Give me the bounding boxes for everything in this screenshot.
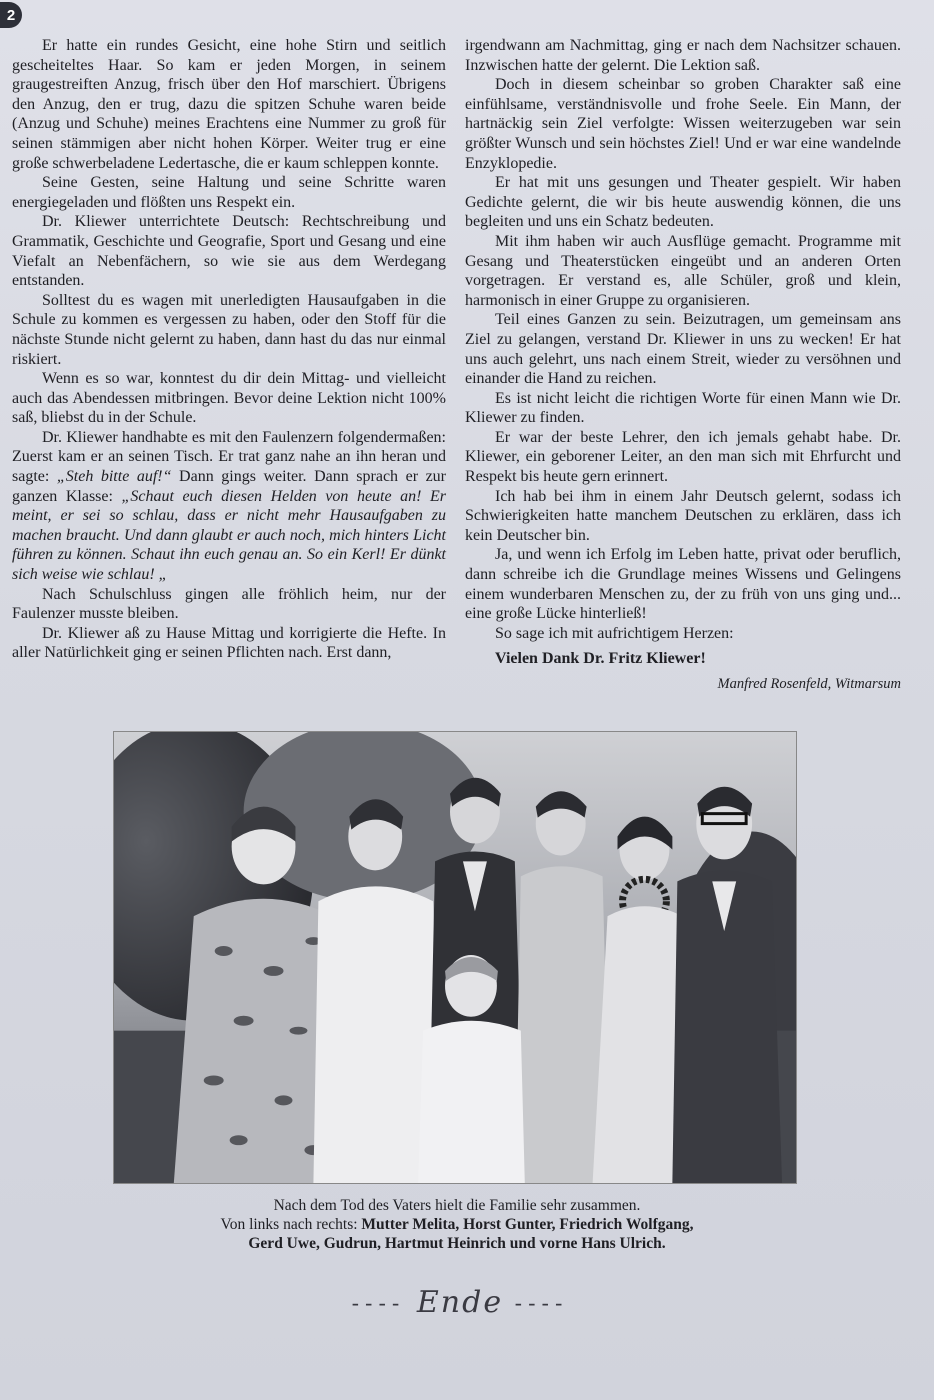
paragraph: Er hatte ein rundes Gesicht, eine hohe Stirn und seitlich gescheiteltes Haar. So kam er jeden Morgen, in seinem graugestreiften Anzug, frisch über den Hof marschiert. Übrigens den Anzug, den er trug, dazu die spitzen Schuhe waren beide (Anzug und Schuhe) meines Erachtens eine Nummer zu groß für seinen stämmigen aber nicht hohen Körper. Weiter trug er eine große schwerbeladene Ledertasche, die er kaum schleppen konnte. [12,37,446,172]
page-number: 2 [6,6,16,24]
page-number-badge [0,2,22,28]
paragraph: Teil eines Ganzen zu sein. Beizutragen, um gemeinsam ans Ziel zu gelangen, verstand Dr. Kliewer in uns zu wecken! Er hat uns auch gelehrt, uns nach einem Streit, wieder zu versöhnen und einander die Hand zu reichen. [465,311,901,388]
paragraph: Es ist nicht leicht die richtigen Worte für einen Mann wie Dr. Kliewer zu finden. [465,389,901,427]
photo-caption [140,1196,774,1253]
paragraph-quote [12,428,446,585]
paragraph: Solltest du es wagen mit unerledigten Hausaufgaben in die Schule zu kommen es vergessen zu haben, oder den Stoff für die nächste Stunde nicht gelernt zu haben, dann hast du das nur einmal riskiert. [12,291,446,368]
caption-prefix: Von links nach rechts: [220,1216,362,1233]
dash-left: ---- [351,1291,406,1317]
paragraph: Dr. Kliewer unterrichtete Deutsch: Rechtschreibung und Grammatik, Geschichte und Geografie, Sport und Gesang und eine Viefalt an Nebenfächern, so wie sie aus dem Werdegang entstanden. [12,213,446,290]
right-text-column [465,36,901,695]
paragraph-continuation: irgendwann am Nachmittag, ging er nach dem Nachsitzer schauen. Inzwischen hatte der gelernt. Die Lektion saß. [465,37,901,74]
ende-footer [300,1285,620,1320]
caption-names: Mutter Melita, Horst Gunter, Friedrich Wolfgang, [361,1216,694,1233]
family-group-photo [113,731,797,1184]
paragraph: Er hat mit uns gesungen und Theater gespielt. Wir haben Gedichte gelernt, die wir bis heute auswendig können, die uns begleiten und uns ein Schatz bedeuten. [465,174,901,231]
thanks-line: Vielen Dank Dr. Fritz Kliewer! [495,650,706,668]
author-signature: Manfred Rosenfeld, Witmarsum [717,676,901,692]
paragraph: Nach Schulschluss gingen alle fröhlich heim, nur der Faulenzer musste bleiben. [12,585,446,623]
dash-right: ---- [514,1291,569,1317]
ende-word: Ende [416,1285,504,1320]
paragraph: Seine Gesten, seine Haltung und seine Schritte waren energiegeladen und flößten uns Respekt ein. [12,174,446,211]
caption-line-3 [140,1234,774,1253]
paragraph: Dr. Kliewer aß zu Hause Mittag und korrigierte die Hefte. In aller Natürlichkeit ging er seinen Pflichten nach. Erst dann, [12,624,446,662]
paragraph: Mit ihm haben wir auch Ausflüge gemacht. Programme mit Gesang und Theaterstücken eingeübt und an anderen Orten vorgetragen. Er verstand es, alle Schüler, groß und klein, harmonisch in einer Gruppe zu organisieren. [465,232,901,309]
quote-to-class: „Schaut euch diesen Helden von heute an! Er meint, er sei so schlau, dass er nicht mehr Hausaufgaben zu machen braucht. Und dann glaubt er auch noch, mich hinters Licht führen zu können. Schaut ihn euch genau an. So ein Kerl! Er dünkt sich weise wie schlau! „ [12,487,446,584]
text-span: Dann gings weiter. Dann sprach er zur ganzen Klasse: [12,468,446,505]
text-span: Dr. Kliewer handhabte es mit den Faulenzern folgendermaßen: Zuerst kam er an seinen Tisch. Er trat ganz nahe an ihn heran und sagte: [12,428,446,486]
paragraph: Ja, und wenn ich Erfolg im Leben hatte, privat oder beruflich, dann schreibe ich die Grundlage meines Wissens und Gelingens einem wunderbaren Menschen zu, der zu früh von uns ging und... eine große Lücke hinterließ! [465,546,901,623]
left-text-column [12,36,446,663]
paragraph: Doch in diesem scheinbar so groben Charakter saß eine einfühlsame, verständnisvolle und frohe Seele. Ein Mann, der hartnäckig sein Ziel verfolgte: Wissen weiterzugeben war sein größter Wunsch und sein höchstes Ziel! Und er war eine wandelnde Enzyklopedie. [465,76,901,172]
photo-illustration [114,732,796,1183]
paragraph: So sage ich mit aufrichtigem Herzen: [495,624,734,642]
paragraph: Er war der beste Lehrer, den ich jemals gehabt habe. Dr. Kliewer, ein geborener Leiter, an den man sich mit Ehrfurcht und Respekt bis heute gern erinnert. [465,428,901,486]
caption-names-cont: Gerd Uwe, Gudrun, Hartmut Heinrich und vorne Hans Ulrich. [248,1235,666,1252]
paragraph: Wenn es so war, konntest du dir dein Mittag- und vielleicht auch das Abendessen mitbringen. Bevor deine Lektion nicht 100% saß, bliebst du in der Schule. [12,370,446,427]
caption-line-2 [140,1215,774,1234]
caption-line-1: Nach dem Tod des Vaters hielt die Familie sehr zusammen. [273,1197,641,1214]
quote-stand-up: „Steh bitte auf!“ [56,468,172,486]
paragraph: Ich hab bei ihm in einem Jahr Deutsch gelernt, sodass ich Schwierigkeiten hatte manchem Deutschen zu erklären, dass ich kein Deutscher bin. [465,487,901,544]
